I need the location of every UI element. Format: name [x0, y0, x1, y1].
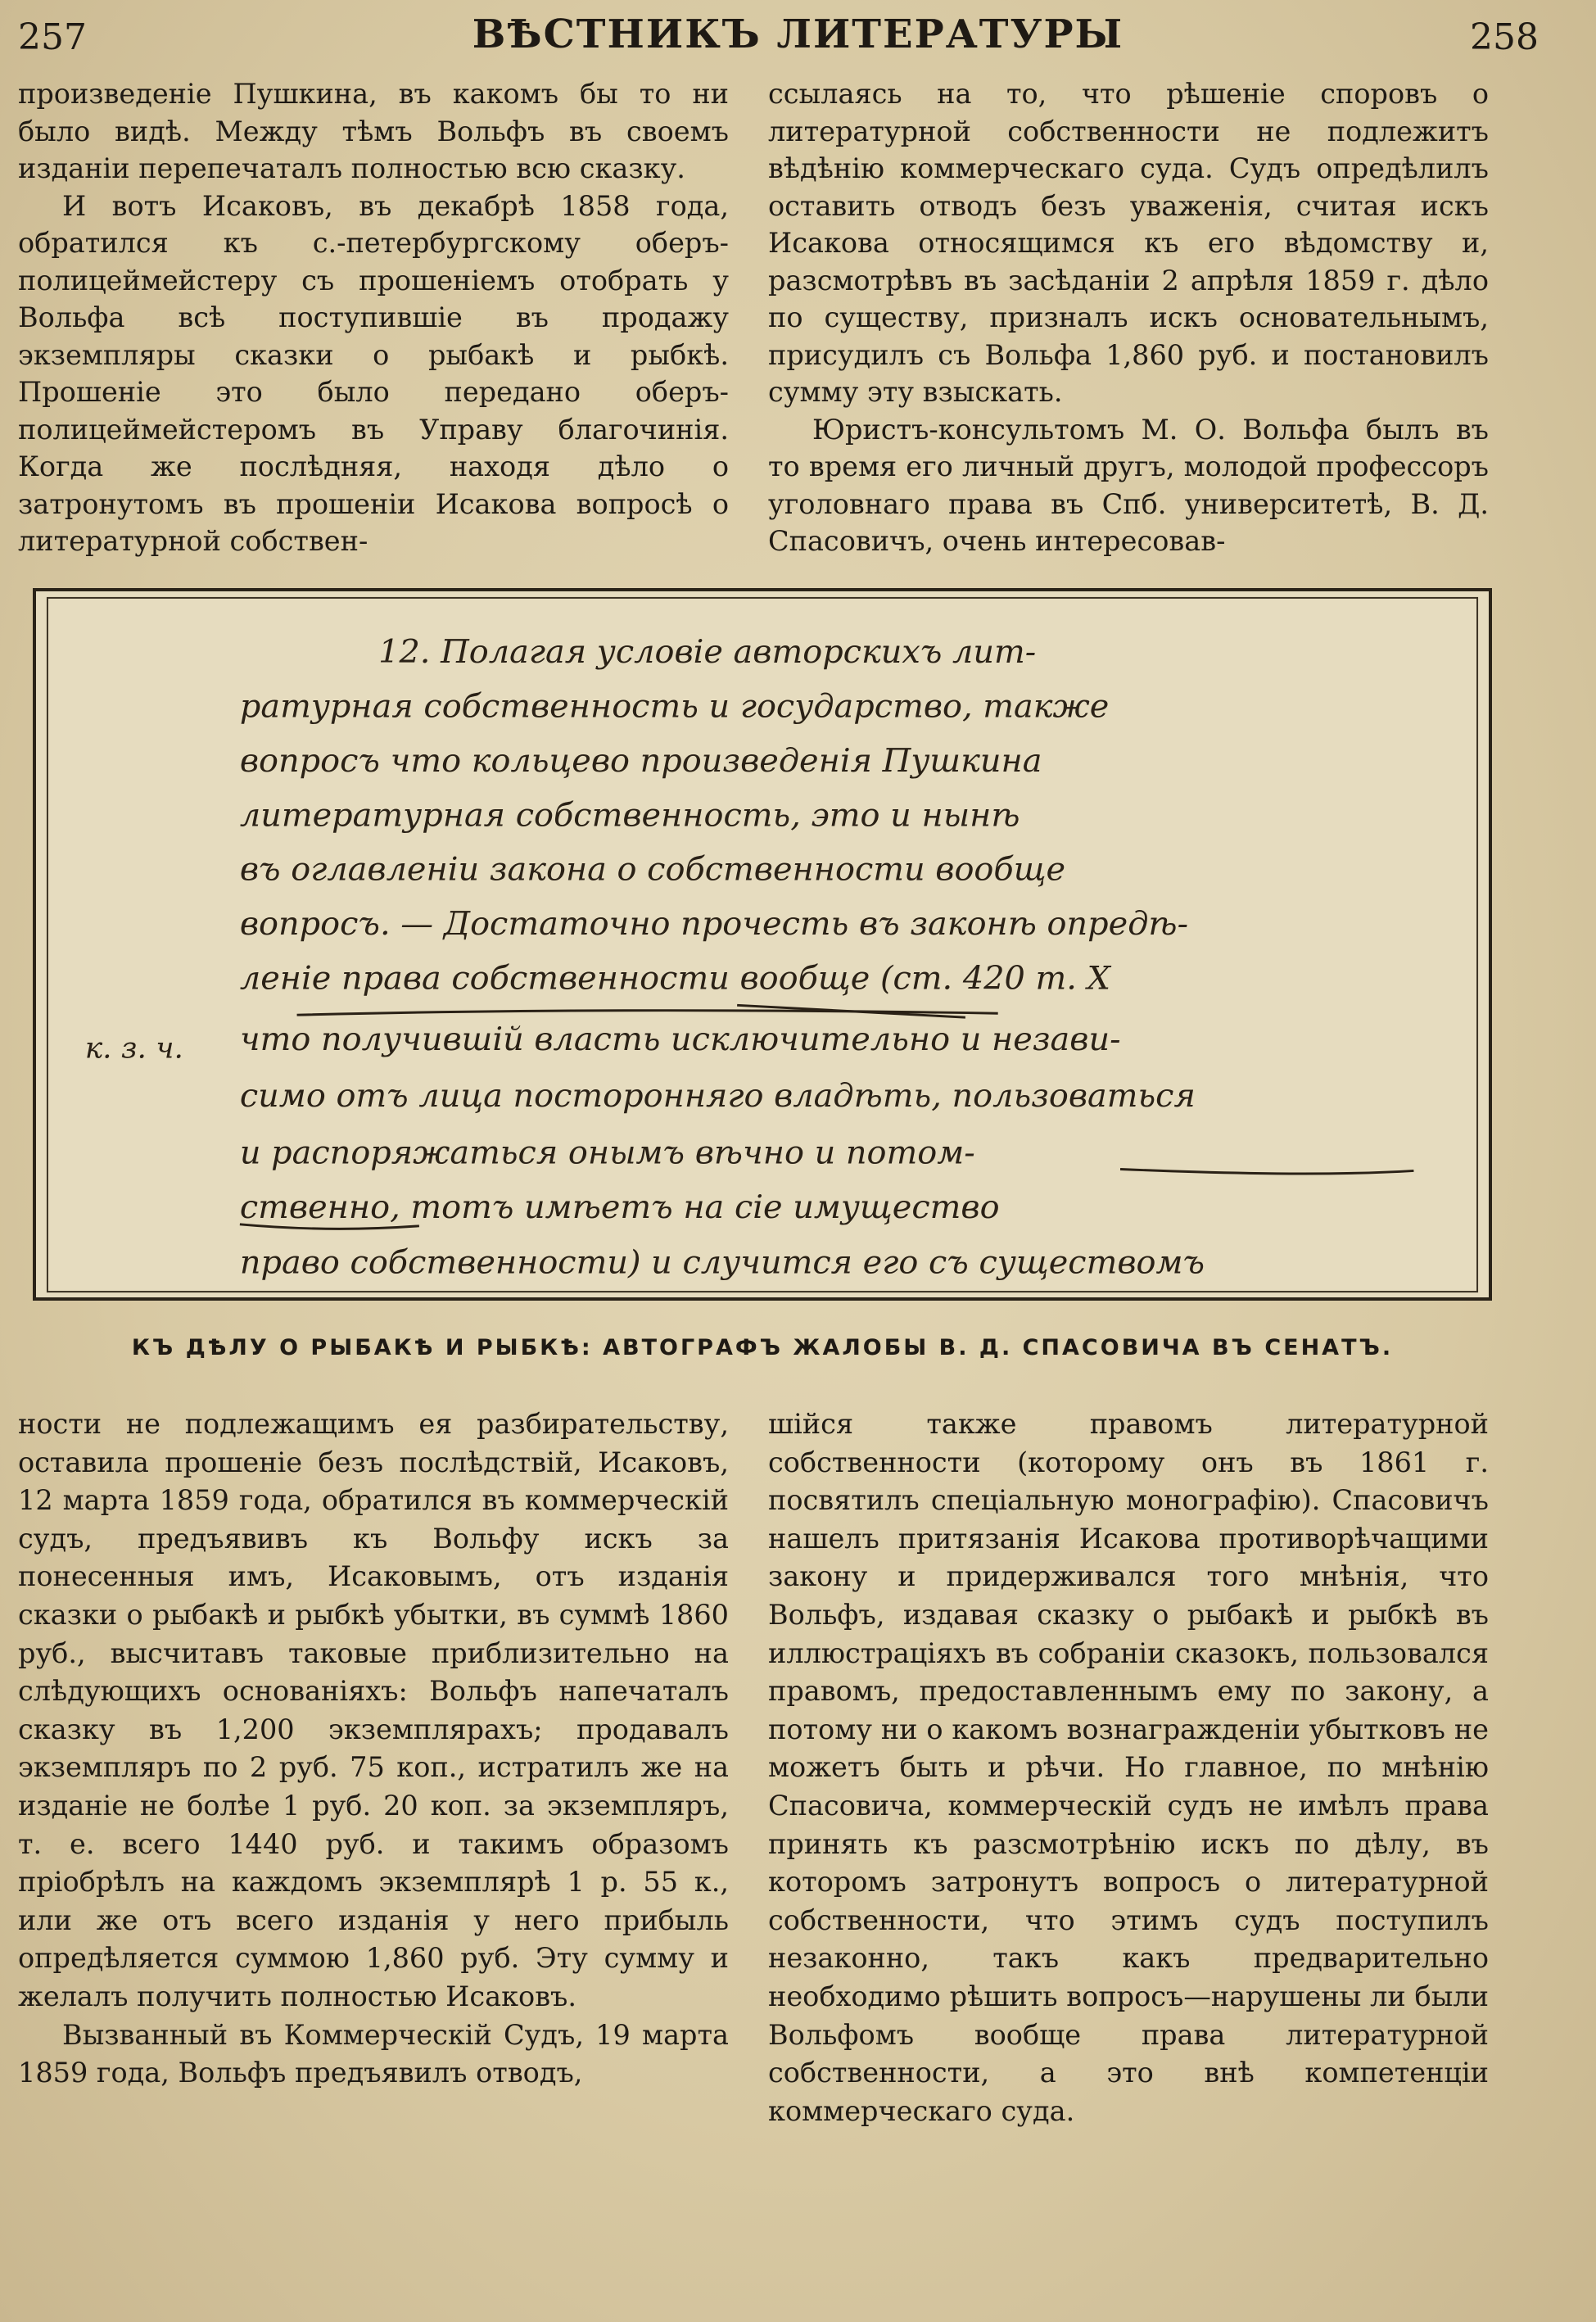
margin-note: к. з. ч.	[84, 1031, 183, 1066]
journal-title: ВѢСТНИКЪ ЛИТЕРАТУРЫ	[472, 11, 1124, 57]
paragraph: ссылаясь на то, что рѣшеніе споровъ о литературной собственности не подлежитъ вѣдѣнію коммерческаго суда. Судъ опредѣлилъ оставить отводъ безъ уваженія, считая искъ Исакова относящимся къ его вѣдомству и, разсмотрѣвъ въ засѣданіи 2 апрѣля 1859 г. дѣло по существу, призналъ искъ основательнымъ, присудилъ съ Вольфа 1,860 руб. и постановилъ сумму эту взыскать.	[768, 78, 1489, 408]
manuscript-line: ственно, тотъ имѣетъ на сіе имущество	[239, 1188, 1000, 1226]
manuscript-line: что получившій власть исключительно и незави-	[239, 1020, 1121, 1058]
column-left-top	[18, 75, 729, 567]
paragraph: шійся также правомъ литературной собственности (которому онъ въ 1861 г. посвятилъ спеціальную монографію). Спасовичъ нашелъ притязанія Исакова противорѣчащими закону и придерживался того мнѣнія, что Вольфъ, издавая сказку о рыбакѣ и рыбкѣ въ иллюстраціяхъ въ собраніи сказокъ, пользовался правомъ, предоставленнымъ ему по закону, а потому ни о какомъ вознагражденіи убытковъ не можетъ быть и рѣчи. Но главное, по мнѣнію Спасовича, коммерческій судъ не имѣлъ права принять къ разсмотрѣнію искъ по дѣлу, въ которомъ затронутъ вопросъ о литературной собственности, что этимъ судъ поступилъ незаконно, такъ какъ предварительно необходимо рѣшить вопросъ—нарушены ли были Вольфомъ вообще права литературной собственности, а это внѣ компетенціи коммерческаго суда.	[768, 1408, 1489, 2127]
page-header	[0, 5, 1596, 62]
manuscript-line: вопросъ что кольцево произведенія Пушкина	[239, 742, 1042, 780]
column-right-top	[768, 75, 1489, 567]
paragraph: Вызванный въ Коммерческій Судъ, 19 марта 1859 года, Вольфъ предъявилъ отводъ,	[18, 2018, 729, 2089]
manuscript-line: леніе права собственности вообще (ст. 420 т. X	[239, 959, 1110, 998]
page-number-right: 258	[1470, 16, 1539, 58]
paragraph: Юристъ-консультомъ М. О. Вольфа былъ въ то время его личный другъ, молодой профессоръ уголовнаго права въ Спб. университетѣ, В. Д. Спасовичъ, очень интересовав-	[768, 413, 1489, 557]
paragraph: произведеніе Пушкина, въ какомъ бы то ни было видѣ. Между тѣмъ Вольфъ въ своемъ изданіи перепечаталъ полностью всю сказку.	[18, 78, 729, 184]
manuscript-line: вопросъ. — Достаточно прочесть въ законѣ опредѣ-	[239, 905, 1189, 944]
manuscript-line: литературная собственность, это и нынѣ	[239, 796, 1020, 835]
paragraph: ности не подлежащимъ ея разбирательству, оставила прошеніе безъ послѣдствій, Исаковъ, 12 марта 1859 года, обратился въ коммерческій судъ, предъявивъ къ Вольфу искъ за понесенныя имъ, Исаковымъ, отъ изданія сказки о рыбакѣ и рыбкѣ убытки, въ суммѣ 1860 руб., высчитавъ таковые приблизительно на слѣдующихъ основаніяхъ: Вольфъ напечаталъ сказку въ 1,200 экземплярахъ; продавалъ экземпляръ по 2 руб. 75 коп., истратилъ же на изданіе не болѣе 1 руб. 20 коп. за экземпляръ, т. е. всего 1440 руб. и такимъ образомъ пріобрѣлъ на каждомъ экземплярѣ 1 р. 55 к., или же отъ всего изданія у него прибыль опредѣляется суммою 1,860 руб. Эту сумму и желалъ получить полностью Исаковъ.	[18, 1408, 729, 2012]
figure-caption: КЪ ДѢЛУ О РЫБАКѢ И РЫБКѢ: АВТОГРАФЪ ЖАЛОБЫ В. Д. СПАСОВИЧА ВЪ СЕНАТЪ.	[131, 1335, 1394, 1360]
manuscript-line: въ оглавленіи закона о собственности вообще	[239, 850, 1066, 889]
manuscript-line: ратурная собственность и государство, также	[239, 687, 1110, 726]
paragraph: И вотъ Исаковъ, въ декабрѣ 1858 года, обратился къ с.-петербургскому оберъ-полицеймейстеру съ прошеніемъ отобрать у Вольфа всѣ поступившіе въ продажу экземпляры сказки о рыбакѣ и рыбкѣ. Прошеніе это было передано оберъ-полицеймейстеромъ въ Управу благочинія. Когда же послѣдняя, находя дѣло о затронутомъ въ прошеніи Исакова вопросѣ о литературной собствен-	[18, 189, 729, 557]
manuscript-line: 12. Полагая условіе авторскихъ лит-	[378, 633, 1037, 672]
manuscript-line: и распоряжаться онымъ вѣчно и потом-	[239, 1134, 975, 1172]
column-left-bottom	[18, 1405, 729, 2306]
manuscript-line: право собственности) и случится его съ существомъ	[239, 1243, 1205, 1282]
manuscript-line: симо отъ лица посторонняго владѣть, пользоваться	[239, 1077, 1196, 1116]
manuscript-autograph-image	[33, 588, 1492, 1301]
column-right-bottom	[768, 1405, 1489, 2306]
handwriting-illustration	[36, 591, 1489, 1297]
page-number-left: 257	[18, 16, 87, 58]
